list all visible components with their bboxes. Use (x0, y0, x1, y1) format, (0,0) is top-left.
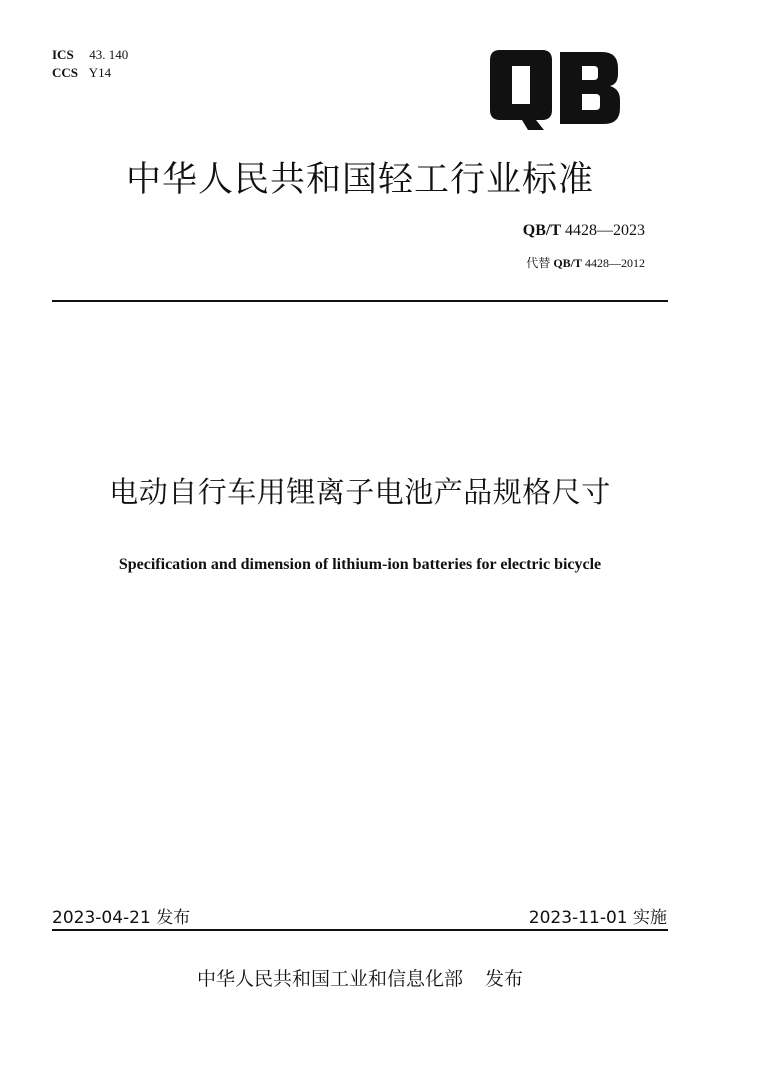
standard-number-value: 4428—2023 (565, 222, 645, 239)
ics-code (52, 46, 128, 64)
replaces-standard (526, 254, 645, 271)
ccs-value: Y14 (88, 65, 112, 80)
replaces-number: 4428—2012 (585, 256, 645, 270)
standard-number (523, 222, 645, 240)
issue-date-value: 2023-04-21 (52, 908, 151, 928)
standard-category-title: 中华人民共和国轻工行业标准 (125, 160, 594, 200)
ics-value: 43. 140 (89, 47, 129, 62)
implementation-date (529, 903, 667, 928)
replaces-label: 代替 (526, 256, 551, 270)
issuing-authority (0, 964, 720, 991)
document-title-cn: 电动自行车用锂离子电池产品规格尺寸 (109, 475, 611, 509)
document-title-en: Specification and dimension of lithium-ion batteries for electric bicycle (118, 556, 602, 573)
replaces-prefix: QB/T (553, 256, 582, 270)
issue-date (52, 903, 190, 928)
issuer-name: 中华人民共和国工业和信息化部 (196, 968, 463, 990)
qb-logo-q (490, 50, 552, 130)
ccs-label: CCS (52, 65, 79, 80)
qb-logo-b (560, 52, 620, 124)
issuer-action: 发布 (485, 968, 524, 990)
ccs-code (52, 64, 128, 82)
ics-label: ICS (52, 47, 74, 62)
footer-divider (52, 929, 668, 931)
implementation-date-value: 2023-11-01 (528, 908, 628, 928)
qb-logo-icon (486, 50, 622, 132)
standard-prefix: QB/T (522, 222, 561, 239)
classification-codes (52, 46, 128, 82)
implementation-date-label: 实施 (633, 908, 667, 928)
header-divider (52, 300, 668, 302)
issue-date-label: 发布 (156, 908, 191, 928)
